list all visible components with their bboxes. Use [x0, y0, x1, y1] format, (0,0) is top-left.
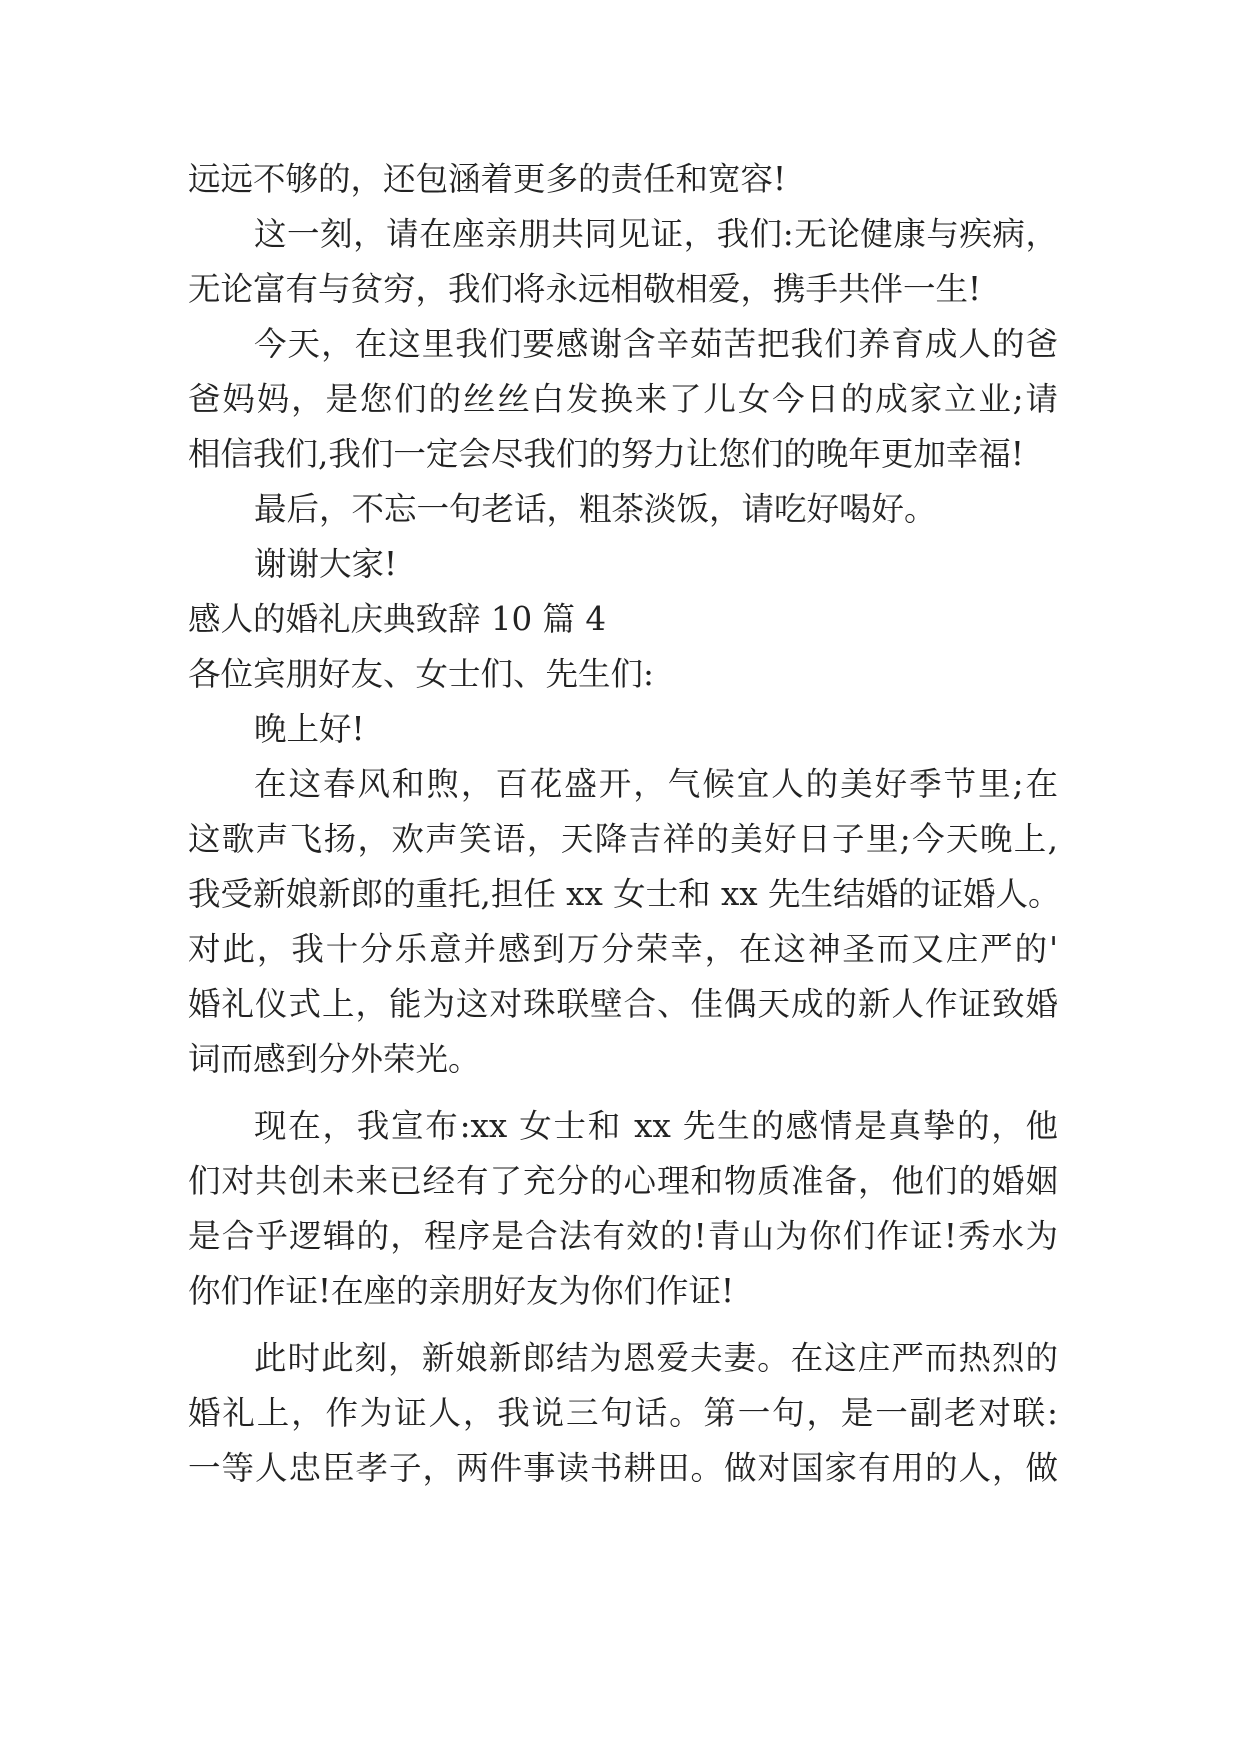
paragraph-line: 是合乎逻辑的，程序是合法有效的!青山为你们作证!秀水为 — [188, 1217, 1058, 1255]
paragraph-line: 在这春风和煦，百花盛开，气候宜人的美好季节里;在 — [254, 765, 1058, 803]
paragraph-line: 今天，在这里我们要感谢含辛茹苦把我们养育成人的爸 — [254, 325, 1058, 363]
paragraph-line: 你们作证!在座的亲朋好友为你们作证! — [188, 1272, 735, 1310]
document-body — [188, 152, 1061, 1496]
paragraph-line: 一等人忠臣孝子，两件事读书耕田。做对国家有用的人，做 — [188, 1449, 1058, 1487]
paragraph-line: 此时此刻，新娘新郎结为恩爱夫妻。在这庄严而热烈的 — [254, 1339, 1058, 1377]
paragraph-line: 们对共创未来已经有了充分的心理和物质准备，他们的婚姻 — [188, 1162, 1058, 1200]
paragraph-line: 现在，我宣布:xx 女士和 xx 先生的感情是真挚的，他 — [254, 1107, 1058, 1145]
salutation: 各位宾朋好友、女士们、先生们: — [188, 655, 654, 693]
paragraph-line: 婚礼上，作为证人，我说三句话。第一句，是一副老对联: — [188, 1394, 1058, 1432]
paragraph-line: 对此，我十分乐意并感到万分荣幸，在这神圣而又庄严的' — [188, 930, 1058, 968]
paragraph-line: 婚礼仪式上，能为这对珠联壁合、佳偶天成的新人作证致婚 — [188, 985, 1058, 1023]
paragraph-line: 词而感到分外荣光。 — [188, 1040, 481, 1078]
paragraph-line: 这一刻，请在座亲朋共同见证，我们:无论健康与疾病， — [254, 215, 1058, 253]
paragraph-line: 谢谢大家! — [254, 545, 398, 583]
paragraph-line: 相信我们,我们一定会尽我们的努力让您们的晚年更加幸福! — [188, 435, 1024, 473]
paragraph-line: 无论富有与贫穷，我们将永远相敬相爱，携手共伴一生! — [188, 270, 982, 308]
paragraph-line: 最后，不忘一句老话，粗茶淡饭，请吃好喝好。 — [254, 490, 937, 528]
paragraph-line: 这歌声飞扬，欢声笑语，天降吉祥的美好日子里;今天晚上, — [188, 820, 1059, 858]
greeting: 晚上好! — [254, 710, 365, 748]
paragraph-line: 爸妈妈，是您们的丝丝白发换来了儿女今日的成家立业;请 — [188, 380, 1058, 418]
paragraph-line: 远远不够的，还包涵着更多的责任和宽容! — [188, 160, 787, 198]
paragraph-line: 我受新娘新郎的重托,担任 xx 女士和 xx 先生结婚的证婚人。 — [188, 875, 1061, 913]
section-heading: 感人的婚礼庆典致辞 10 篇 4 — [188, 600, 607, 638]
